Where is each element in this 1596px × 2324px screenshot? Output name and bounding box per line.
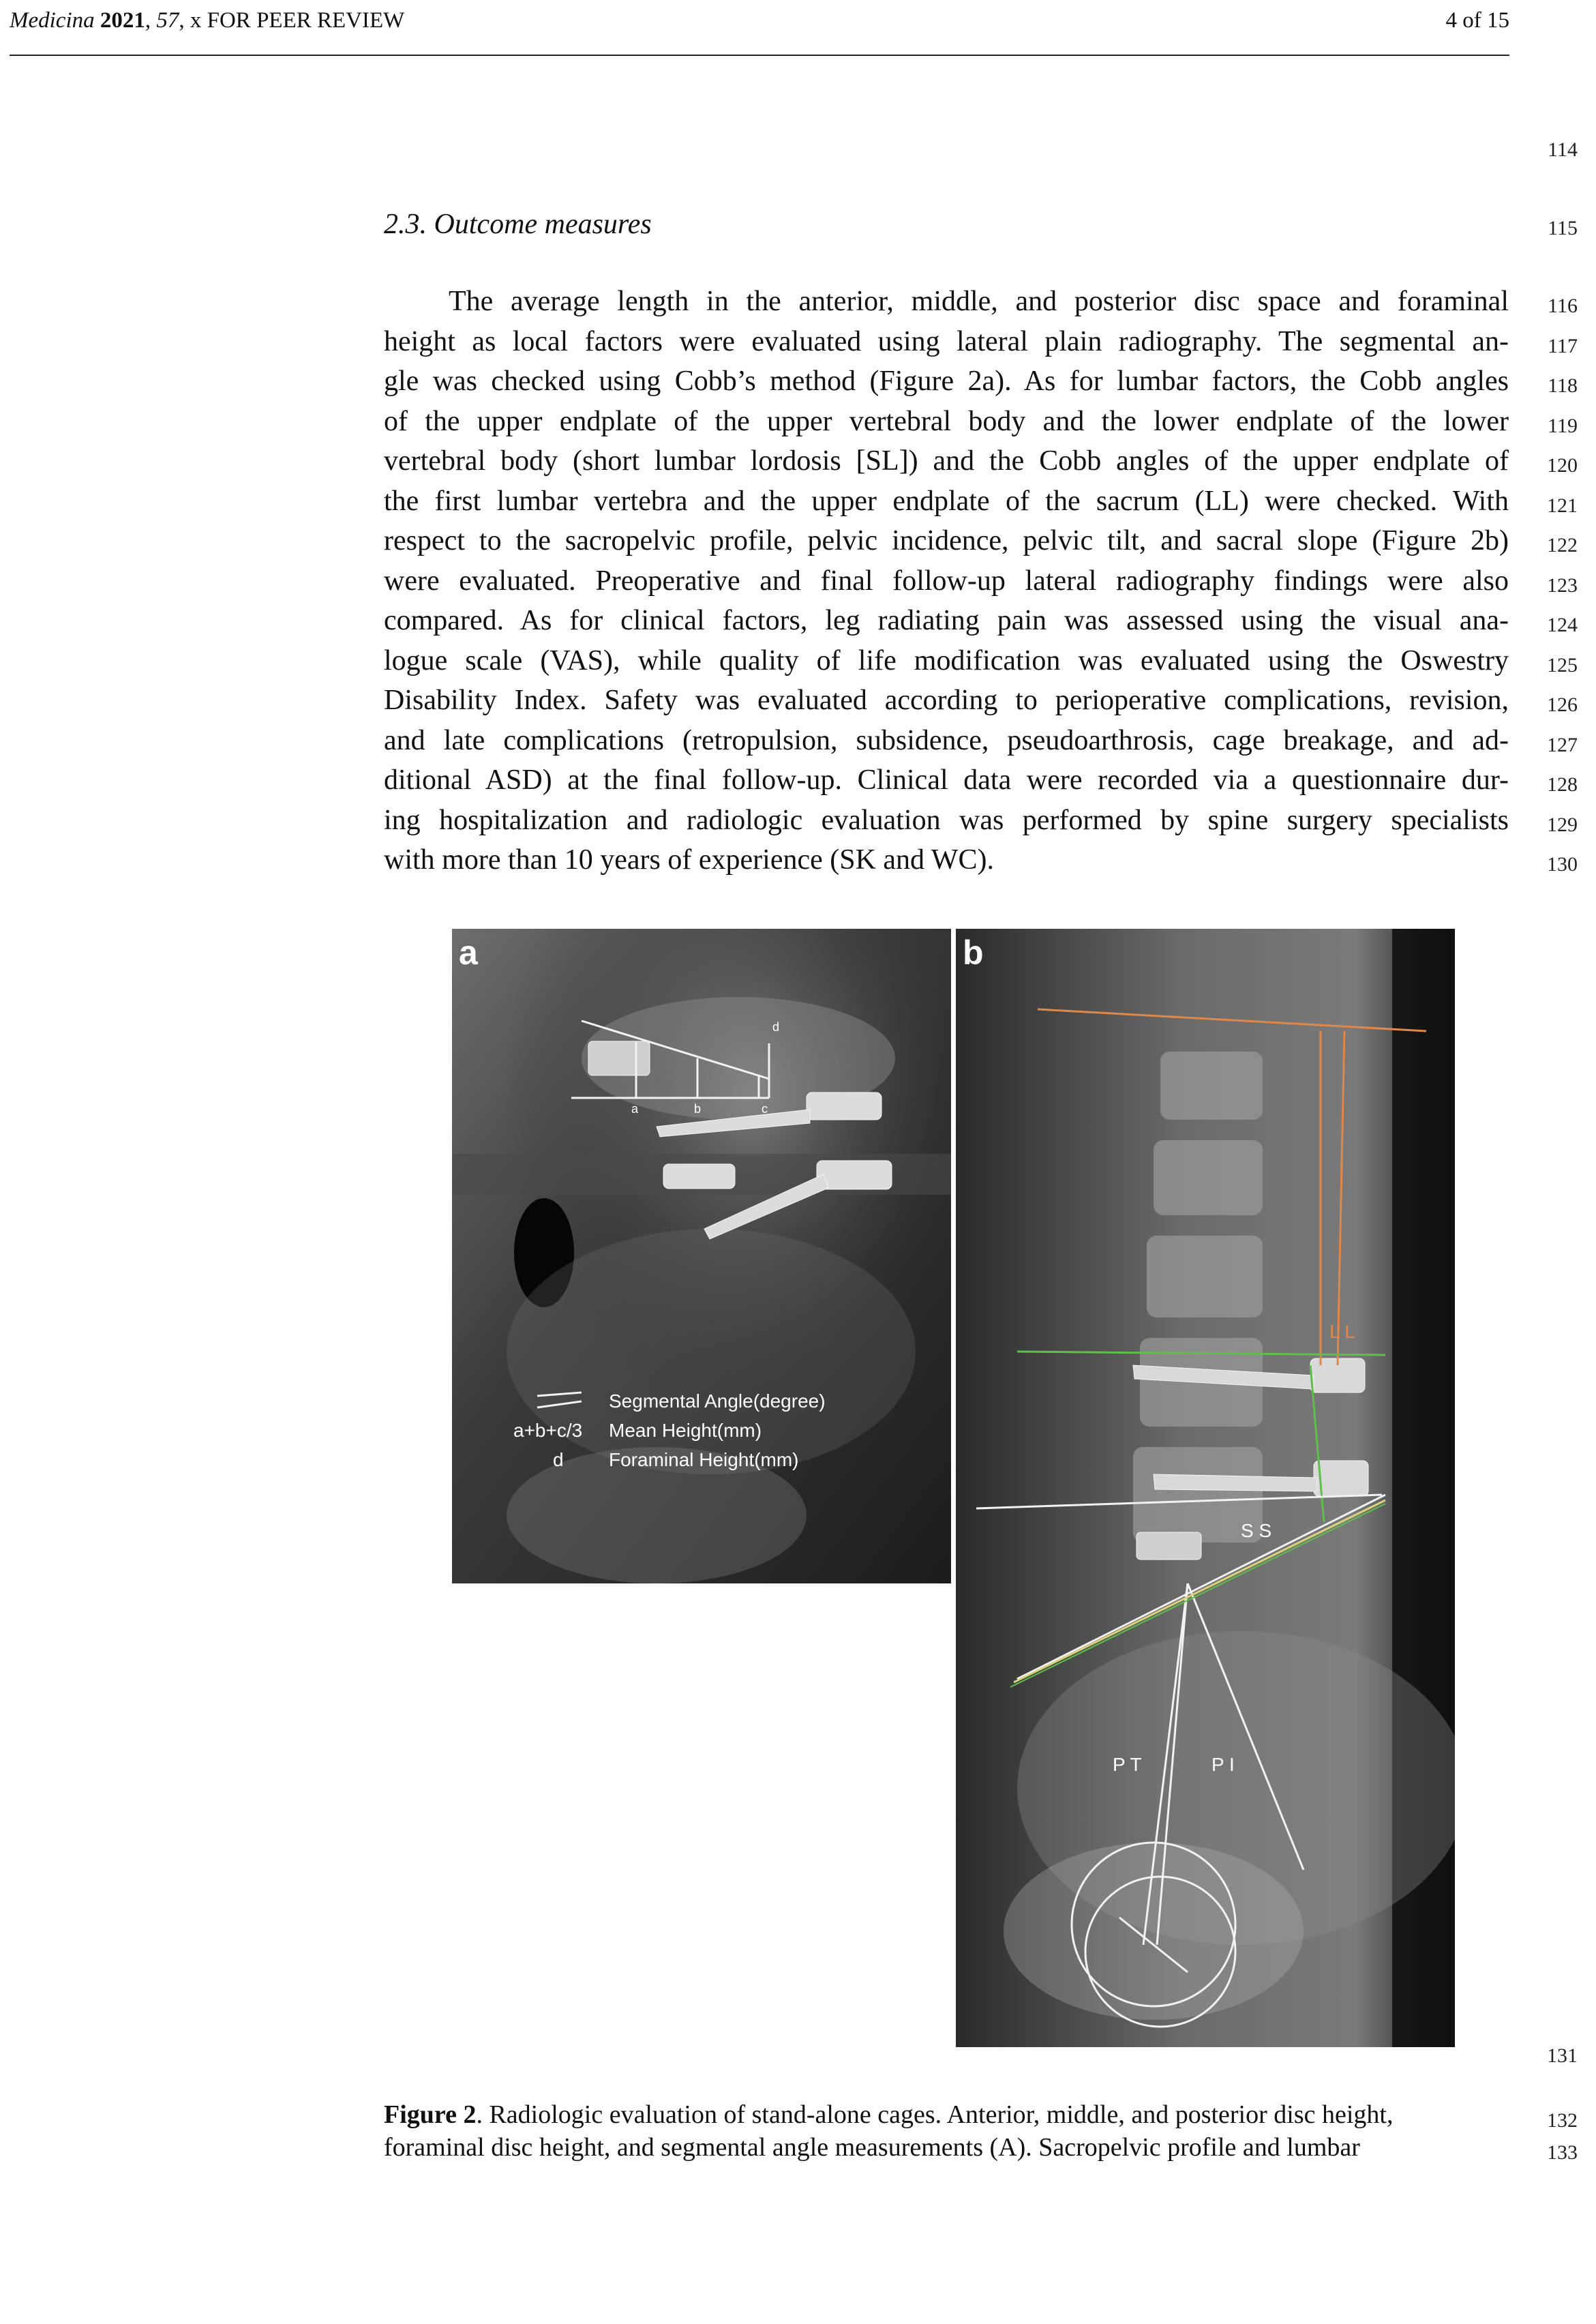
point-label-d: d xyxy=(772,1020,780,1034)
legend-key-foraminal: d xyxy=(553,1449,564,1470)
line-number: 116 xyxy=(1548,295,1578,317)
figure-panel-a xyxy=(452,929,951,1583)
body-line: gle was checked using Cobb’s method (Figure 2a). As for lumbar factors, the Cobb angles xyxy=(384,366,1509,397)
journal-name: Medicina xyxy=(10,8,95,33)
header-rule xyxy=(10,55,1509,56)
page-number: 4 of 15 xyxy=(1445,8,1509,33)
body-line: of the upper endplate of the upper vertebral body and the lower endplate of the lower xyxy=(384,406,1509,437)
line-number: 122 xyxy=(1547,534,1578,556)
line-number: 126 xyxy=(1547,694,1578,716)
line-number: 123 xyxy=(1547,574,1578,597)
line-number: 115 xyxy=(1548,217,1578,239)
body-line: the first lumbar vertebra and the upper endplate of the sacrum (LL) were checked. With xyxy=(384,486,1509,517)
legend-mean-height: Mean Height(mm) xyxy=(609,1420,762,1441)
body-line: logue scale (VAS), while quality of life modification was evaluated using the Oswestry xyxy=(384,645,1509,676)
journal-year: 2021 xyxy=(100,8,145,33)
line-number: 127 xyxy=(1547,734,1578,756)
line-number: 120 xyxy=(1547,454,1578,477)
label-ss: S S xyxy=(1241,1520,1272,1541)
line-number: 124 xyxy=(1547,614,1578,636)
review-status: , x FOR PEER REVIEW xyxy=(179,8,405,33)
line-number: 125 xyxy=(1547,654,1578,676)
body-line: Disability Index. Safety was evaluated according to perioperative complications, revision, xyxy=(384,685,1509,716)
caption-text: . Radiologic evaluation of stand-alone cages. Anterior, middle, and posterior disc height, xyxy=(476,2100,1394,2129)
label-ll: L L xyxy=(1329,1321,1355,1342)
body-line: The average length in the anterior, middle, and posterior disc space and foraminal xyxy=(449,286,1509,317)
body-line: vertebral body (short lumbar lordosis [SL]) and the Cobb angles of the upper endplate of xyxy=(384,445,1509,477)
figure-label: Figure 2 xyxy=(384,2100,477,2129)
point-label-c: c xyxy=(762,1102,768,1116)
figure-caption-line xyxy=(384,2098,1509,2131)
line-number: 119 xyxy=(1548,415,1578,437)
line-number: 118 xyxy=(1548,374,1578,397)
label-pt: P T xyxy=(1113,1754,1142,1775)
body-line: ing hospitalization and radiologic evaluation was performed by spine surgery specialists xyxy=(384,805,1509,836)
line-number: 117 xyxy=(1548,335,1578,357)
figure-caption-line: foraminal disc height, and segmental angle measurements (A). Sacropelvic profile and lumbar xyxy=(384,2133,1360,2162)
body-line: ditional ASD) at the final follow-up. Clinical data were recorded via a questionnaire dur- xyxy=(384,764,1509,796)
journal-volume: 57 xyxy=(156,8,179,33)
body-line: with more than 10 years of experience (SK and WC). xyxy=(384,844,994,876)
line-number: 114 xyxy=(1548,138,1578,161)
point-label-a: a xyxy=(631,1102,639,1116)
figure-panel-b xyxy=(956,929,1455,2047)
line-number: 132 xyxy=(1547,2109,1578,2132)
body-line: and late complications (retropulsion, subsidence, pseudoarthrosis, cage breakage, and ad- xyxy=(384,725,1509,756)
line-number: 130 xyxy=(1547,853,1578,876)
xray-a-image xyxy=(452,929,951,1583)
panel-b-letter: b xyxy=(963,934,984,972)
legend-foraminal-height: Foraminal Height(mm) xyxy=(609,1449,799,1470)
line-number: 129 xyxy=(1547,814,1578,836)
line-number: 133 xyxy=(1547,2141,1578,2164)
body-line: were evaluated. Preoperative and final follow-up lateral radiography findings were also xyxy=(384,565,1509,597)
body-line: compared. As for clinical factors, leg radiating pain was assessed using the visual ana- xyxy=(384,605,1509,636)
running-header xyxy=(10,7,1509,48)
body-line: respect to the sacropelvic profile, pelvic incidence, pelvic tilt, and sacral slope (Figure 2b) xyxy=(384,525,1509,556)
journal-citation: Medicina 2021, 57, x FOR PEER REVIEW xyxy=(10,8,405,33)
panel-a-letter: a xyxy=(459,934,478,972)
section-heading: 2.3. Outcome measures xyxy=(384,209,652,240)
legend-segmental-angle: Segmental Angle(degree) xyxy=(609,1390,826,1412)
line-number: 131 xyxy=(1547,2044,1578,2067)
point-label-b: b xyxy=(694,1102,702,1116)
line-number: 121 xyxy=(1547,494,1578,517)
line-number: 128 xyxy=(1547,773,1578,796)
legend-key-mean: a+b+c/3 xyxy=(513,1420,583,1441)
label-pi: P I xyxy=(1211,1754,1235,1775)
body-line: height as local factors were evaluated using lateral plain radiography. The segmental an- xyxy=(384,326,1509,357)
xray-b-image xyxy=(956,929,1455,2047)
